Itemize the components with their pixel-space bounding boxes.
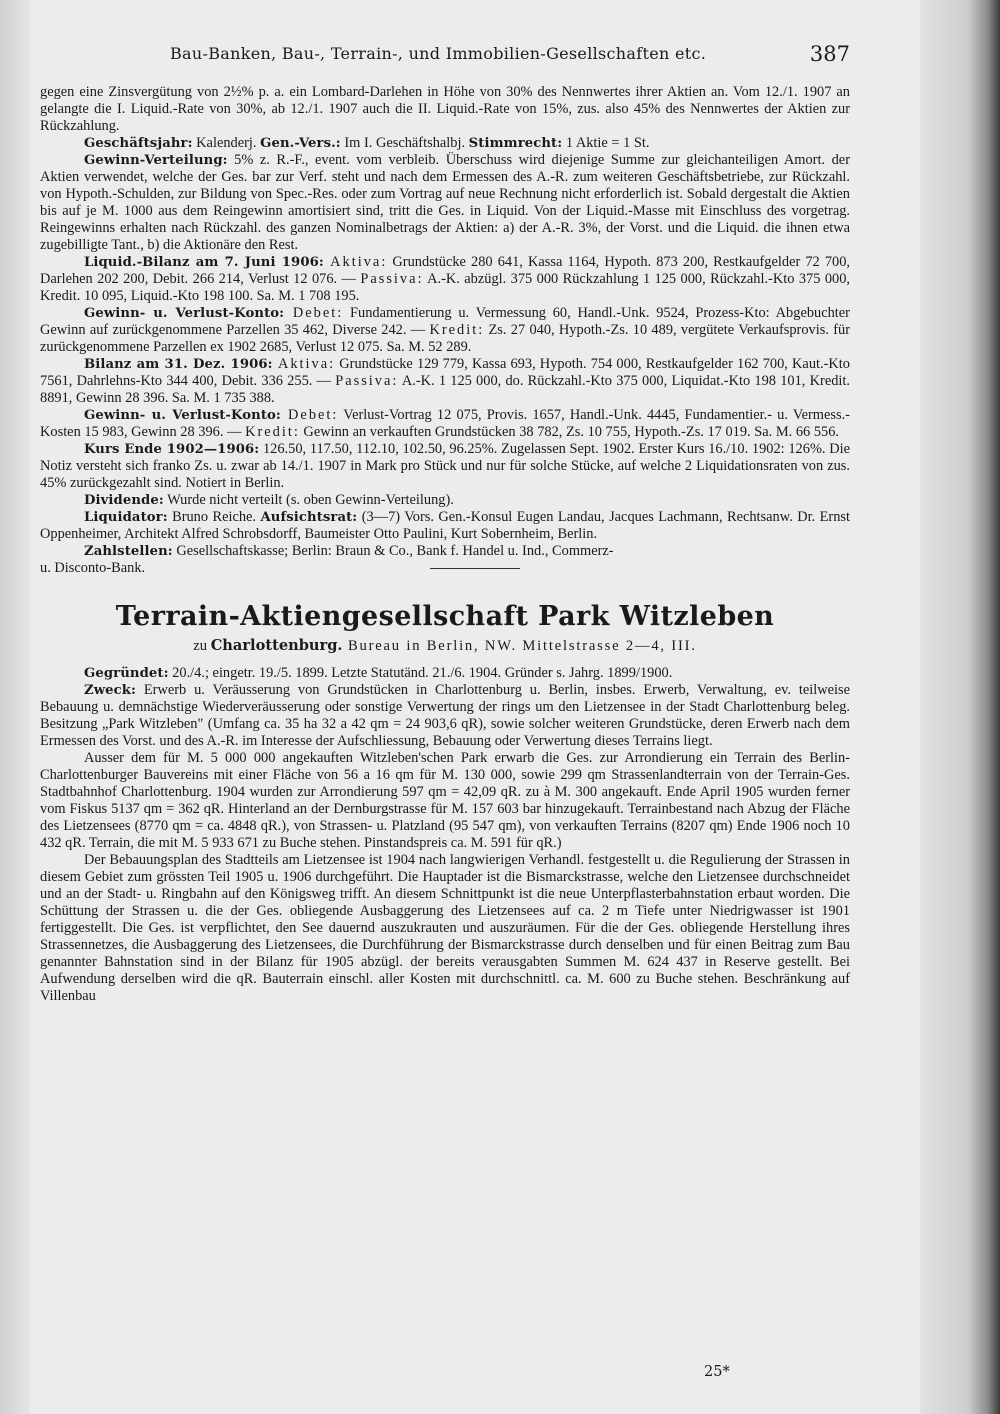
text-gegruendet: 20./4.; eingetr. 19./5. 1899. Letzte Statutänd. 21./6. 1904. Gründer s. Jahrg. 1899/1900. [168, 665, 673, 681]
text-zahlstellen-last-line: u. Disconto-Bank. [40, 560, 146, 576]
label-stimmrecht: Stimmrecht: [468, 136, 563, 151]
label-liquidator: Liquidator: [84, 510, 168, 525]
label-zweck: Zweck: [84, 683, 137, 698]
company-title: Terrain-Aktiengesellschaft Park Witzleben [115, 601, 775, 632]
text-aufsichtsrat: (3—7) Vors. Gen.-Konsul Eugen Landau, Jacques Lachmann, Rechtsanw. Dr. Ernst Oppenheimer, Architekt Alfred Schrobsdorff, Baumeister Otto Paulini, Kurt Sobernheim, Berlin. [40, 509, 850, 542]
gewinn-verlust-konto-1-paragraph [40, 305, 850, 356]
text-liquid-passiva: A.-K. abzügl. 375 000 Rückzahlung 1 125 000, Rückzahl.-Kto 375 000, Kredit. 10 095, Liquid.-Kto 198 100. Sa. M. 1 708 195. [40, 271, 850, 304]
company-subtitle [40, 637, 850, 655]
label-gewinn-verlust-konto: Gewinn- u. Verlust-Konto: [84, 306, 285, 321]
dividende-paragraph [40, 492, 850, 509]
label-dividende: Dividende: [84, 493, 164, 508]
label-aufsichtsrat: Aufsichtsrat: [260, 510, 358, 525]
label-gewinn-verteilung: Gewinn-Verteilung: [84, 153, 228, 168]
text-kurs: 126.50, 117.50, 112.10, 102.50, 96.25%. Zugelassen Sept. 1902. Erster Kurs 16./10. 1902: 126%. Die Notiz versteht sich franko Zs. u. zwar ab 14./1. 1907 in Mark pro Stück und nur für solche Stücke, auf welche 2 Liquidationsraten von zus. 45% zurückgezahlt sind. Notiert in Berlin. [40, 441, 851, 491]
text-zahlstellen: Gesellschaftskasse; Berlin: Braun & Co., Bank f. Handel u. Ind., Commerz- [172, 543, 614, 559]
page-number: 387 [809, 42, 850, 66]
text-liquid-aktiva: Grundstücke 280 641, Kassa 1164, Hypoth. 873 200, Restkaufgelder 72 700, Darlehen 202 200, Debit. 266 214, Verlust 12 076. — [40, 254, 851, 287]
text-gen-vers: Im I. Geschäftshalbj. [340, 135, 469, 151]
text-dividende: Wurde nicht verteilt (s. oben Gewinn-Verteilung). [163, 492, 454, 508]
label-gen-vers: Gen.-Vers.: [260, 136, 341, 151]
label-gegruendet: Gegründet: [84, 666, 169, 681]
label-zahlstellen: Zahlstellen: [84, 544, 173, 559]
section1-lombard-paragraph: gegen eine Zinsvergütung von 2½% p. a. ein Lombard-Darlehen in Höhe von 30% des Nennwertes ihrer Aktien an. Vom 12./1. 1907 an gelangte die I. Liquid.-Rate von 30%, ab 12./1. 1907 auch die II. Liquid.-Rate von 15%, zus. also 45% des Nennwertes der Aktien zur Rückzahlung. [40, 84, 850, 134]
zweck-paragraph [40, 682, 850, 750]
label-geschaeftsjahr: Geschäftsjahr: [84, 136, 193, 151]
section-end-row [40, 560, 850, 577]
label-bilanz-passiva: Passiva: [335, 373, 399, 389]
label-gewinn-verlust-konto-2: Gewinn- u. Verlust-Konto: [84, 408, 281, 423]
page-body [40, 84, 850, 1005]
subtitle-address: Bureau in Berlin, NW. Mittelstrasse 2—4, III. [342, 638, 697, 654]
zahlstellen-paragraph [40, 543, 850, 560]
signature-mark: 25* [704, 1364, 730, 1380]
label-debet: Debet: [284, 305, 344, 321]
section-divider-rule [430, 568, 520, 569]
gegruendet-paragraph [40, 665, 850, 682]
subtitle-city: Charlottenburg. [210, 637, 343, 654]
gewinn-verteilung-paragraph [40, 152, 850, 254]
label-kurs: Kurs Ende 1902—1906: [84, 442, 260, 457]
kurs-paragraph [40, 441, 850, 492]
liquidator-paragraph [40, 509, 850, 543]
text-gvk1-kredit: Zs. 27 040, Hypoth.-Zs. 10 489, vergütete Verkaufsprovis. für zurückgenommene Parzellen ex 1902 2685, Verlust 12 075. Sa. M. 52 289. [40, 322, 850, 355]
subtitle-prefix: zu [193, 638, 211, 654]
label-passiva: Passiva: [360, 271, 424, 287]
bebauungsplan-paragraph: Der Bebauungsplan des Stadtteils am Lietzensee ist 1904 nach langwierigen Verhandl. festgestellt u. die Regulierung der Strassen in diesem Gebiet zum grössten Teil 1905 u. 1906 durchgeführt. Die Hauptader ist die Bismarckstrasse, welche den Lietzensee durchschneidet und an der Stadt- u. Ringbahn auf den Königsweg trifft. An diesem Schnittpunkt ist die neue Unterpflasterbahnstation erbaut worden. Die Schüttung der Strassen u. die der Ges. obliegende Ausbaggerung des Lietzensees auf ca. 2 m Tiefe unter Niedrigwasser ist 1901 fertiggestellt. Die Ges. ist verpflichtet, den See dauernd auszukrauten und auszuräumen. Für die der Ges. obliegende Herstellung ihres Strassennetzes, die Ausbaggerung des Lietzensees, die Durchführung der Bismarckstrasse durch denselben und für einen Beitrag zum Bau genannter Bahnstation sind in der Bilanz für 1905 abzügl. der bereits verausgabten Summen M. 624 437 in Reserve gestellt. Bei Aufwendung derselben wird die qR. Bauterrain einschl. aller Kosten mit durchschnittl. ca. M. 600 zu Buche stehen. Beschränkung auf Villenbau [40, 852, 850, 1004]
text-geschaeftsjahr: Kalenderj. [192, 135, 261, 151]
liquid-bilanz-paragraph [40, 254, 850, 305]
text-bilanz-aktiva: Grundstücke 129 779, Kassa 693, Hypoth. 754 000, Restkaufgelder 162 700, Kaut.-Kto 7561, Dahrlehns-Kto 344 400, Debit. 336 255. — [40, 356, 850, 389]
text-stimmrecht: 1 Aktie = 1 St. [562, 135, 650, 151]
label-liquid-bilanz: Liquid.-Bilanz am 7. Juni 1906: [84, 255, 324, 270]
label-bilanz: Bilanz am 31. Dez. 1906: [84, 357, 273, 372]
label-kredit-2: Kredit: [245, 424, 300, 440]
text-zweck: Erwerb u. Veräusserung von Grundstücken in Charlottenburg u. Berlin, insbes. Erwerb, Verwaltung, ev. teilweise Bebauung u. demnächstige Wiederveräusserung oder sonstige Verwertung der rings um den Lietzensee in der Stadt Charlottenburg beleg. Besitzung „Park Witzleben" (Umfang ca. 35 ha 32 a 42 qm = 24 903,6 qR), sowie solcher weiteren Grundstücke, deren Erwerb nach dem Ermessen des Vorst. und des A.-R. im Interesse der Aufschliessung, Bebauung oder Verwertung dieses Terrains liegt. [40, 682, 850, 749]
running-head: Bau-Banken, Bau-, Terrain-, und Immobilien-Gesellschaften etc. [170, 44, 707, 63]
label-debet-2: Debet: [280, 407, 339, 423]
page-header [40, 42, 860, 78]
ausser-paragraph: Ausser dem für M. 5 000 000 angekauften Witzleben'schen Park erwarb die Ges. zur Arrondierung ein Terrain des Berlin-Charlottenburger Bauvereins mit einer Fläche von 56 a 16 qm für M. 130 000, sowie 299 qm Strassenlandterrain von der Terrain-Ges. Stadtbahnhof Charlottenburg. 1904 wurden zur Arrondierung 597 qm = 42,09 qR. zu à M. 300 angekauft. Ende April 1905 wurden ferner vom Fiskus 5137 qm = 362 qR. Hinterland an der Dernburgstrasse für M. 157 603 bar hinzugekauft. Terrainbestand nach Abzug der Fläche des Lietzensees (8770 qm = ca. 4848 qR.), von Strassen- u. Platzland (95 547 qm), von verkauften Terrains (8207 qm) Ende 1906 noch 10 432 qR. Terrain, die mit M. 5 933 671 zu Buche stehen. Pinstandspreis ca. M. 591 für qR.) [40, 750, 850, 851]
bilanz-1906-paragraph [40, 356, 850, 407]
page-right-shadow [920, 0, 1000, 1414]
text-gvk1-debet: Fundamentierung u. Vermessung 60, Handl.-Unk. 9524, Prozess-Kto: Abgebuchter Gewinn auf zurückgenommene Parzellen 35 462, Diverse 242. — [40, 305, 850, 338]
label-kredit: Kredit: [429, 322, 485, 338]
gewinn-verlust-konto-2-paragraph [40, 407, 850, 441]
text-bilanz-passiva: A.-K. 1 125 000, do. Rückzahl.-Kto 375 000, Liquidat.-Kto 198 101, Kredit. 8891, Gewinn 28 396. Sa. M. 1 735 388. [40, 373, 850, 406]
text-gewinn-verteilung: 5% z. R.-F., event. vom verbleib. Überschuss wird diejenige Summe zur gleichanteiligen Amort. der Aktien verwendet, welche der Ges. bar zur Verf. steht und nach dem Ermessen des A.-R. zum weiteren Geschäftsbetriebe, zur Rückzahl. von Hypoth.-Schulden, zur Bildung von Spec.-Res. oder zum Vortrag auf neue Rechnung nicht erforderlich ist. Sobald dergestalt die Aktien bis auf je M. 1000 aus dem Reingewinn amortisiert sind, tritt die Ges. in Liquid. Von der Liquid.-Masse mit Einschluss des vorgetrag. Reingewinns erhalten nach Rückzahl. des ganzen Nominalbetrags der Aktien: a) der A.-R. 3%, der Vorst. und die Liquid. die ihnen etwa zugebilligte Tant., b) die Aktionäre den Rest. [40, 152, 850, 253]
label-bilanz-aktiva: Aktiva: [272, 356, 336, 372]
text-liquidator: Bruno Reiche. [167, 509, 261, 525]
text-gvk2-kredit: Gewinn an verkauften Grundstücken 38 782, Zs. 10 755, Hypoth.-Zs. 17 019. Sa. M. 66 556. [299, 424, 840, 440]
text-gvk2-debet: Verlust-Vortrag 12 075, Provis. 1657, Handl.-Unk. 4445, Fundamentier.- u. Vermess.-Kosten 15 983, Gewinn 28 396. — [40, 407, 850, 440]
label-aktiva: Aktiva: [323, 254, 388, 270]
page-left-edge [0, 0, 30, 1414]
geschaeftsjahr-paragraph [40, 135, 850, 152]
